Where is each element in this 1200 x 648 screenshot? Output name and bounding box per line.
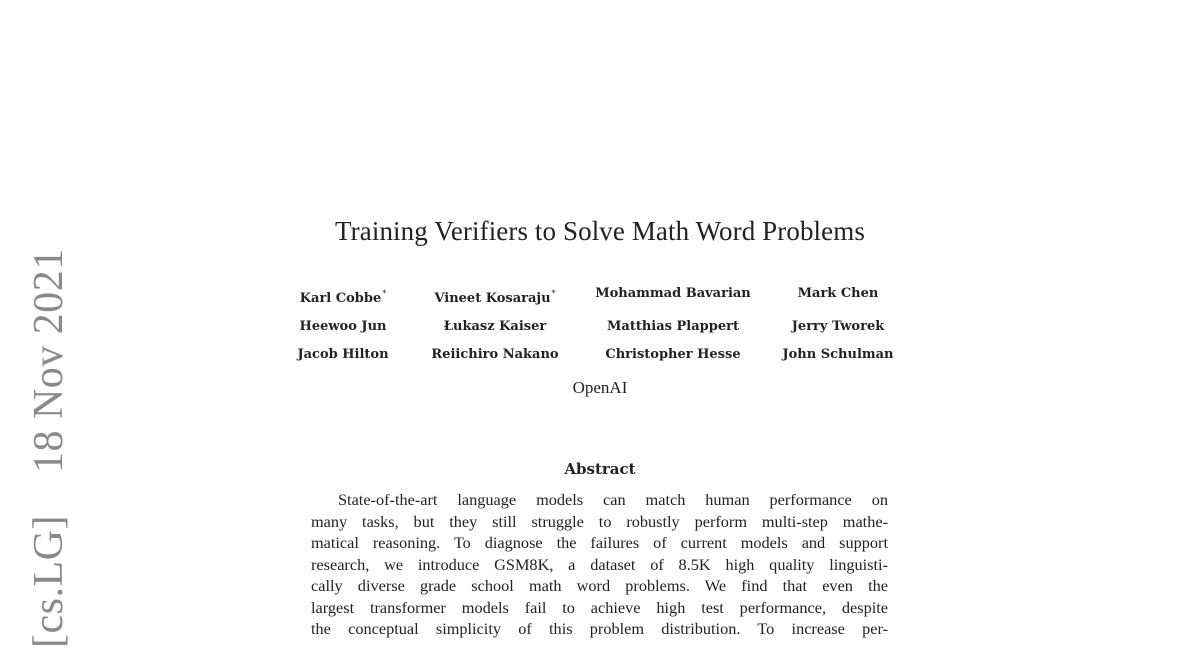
- author: Jacob Hilton: [297, 347, 389, 362]
- abstract-body: [311, 489, 888, 640]
- abstract-heading: Abstract: [564, 460, 636, 478]
- author: Reiichiro Nakano: [431, 347, 559, 362]
- abstract-line: research, we introduce GSM8K, a dataset of 8.5K high quality linguisti-: [311, 554, 888, 574]
- arxiv-date: 18 Nov 2021: [26, 248, 72, 474]
- paper-title: Training Verifiers to Solve Math Word Problems: [335, 216, 865, 246]
- author: Jerry Tworek: [791, 319, 885, 334]
- author: Heewoo Jun: [299, 319, 387, 334]
- abstract-line: the conceptual simplicity of this problem distribution. To increase per-: [311, 619, 888, 638]
- abstract-line: many tasks, but they still struggle to robustly perform multi-step mathe-: [311, 511, 888, 531]
- abstract-line: State-of-the-art language models can match human performance on: [338, 490, 888, 509]
- author: Christopher Hesse: [605, 347, 741, 362]
- affiliation: OpenAI: [572, 378, 628, 397]
- author: Mark Chen: [797, 286, 879, 301]
- author: Matthias Plappert: [607, 319, 739, 334]
- author-list: [285, 284, 915, 365]
- author: Vineet Kosaraju*: [434, 289, 556, 306]
- author: Karl Cobbe*: [299, 289, 387, 306]
- author: Mohammad Bavarian: [595, 286, 751, 301]
- abstract-line: matical reasoning. To diagnose the failures of current models and support: [311, 533, 888, 552]
- arxiv-category: [cs.LG]: [26, 515, 72, 648]
- author: Łukasz Kaiser: [443, 319, 547, 334]
- abstract-line: cally diverse grade school math word problems. We find that even the: [311, 576, 888, 595]
- abstract-line: largest transformer models fail to achieve high test performance, despite: [311, 597, 888, 617]
- author: John Schulman: [782, 347, 894, 362]
